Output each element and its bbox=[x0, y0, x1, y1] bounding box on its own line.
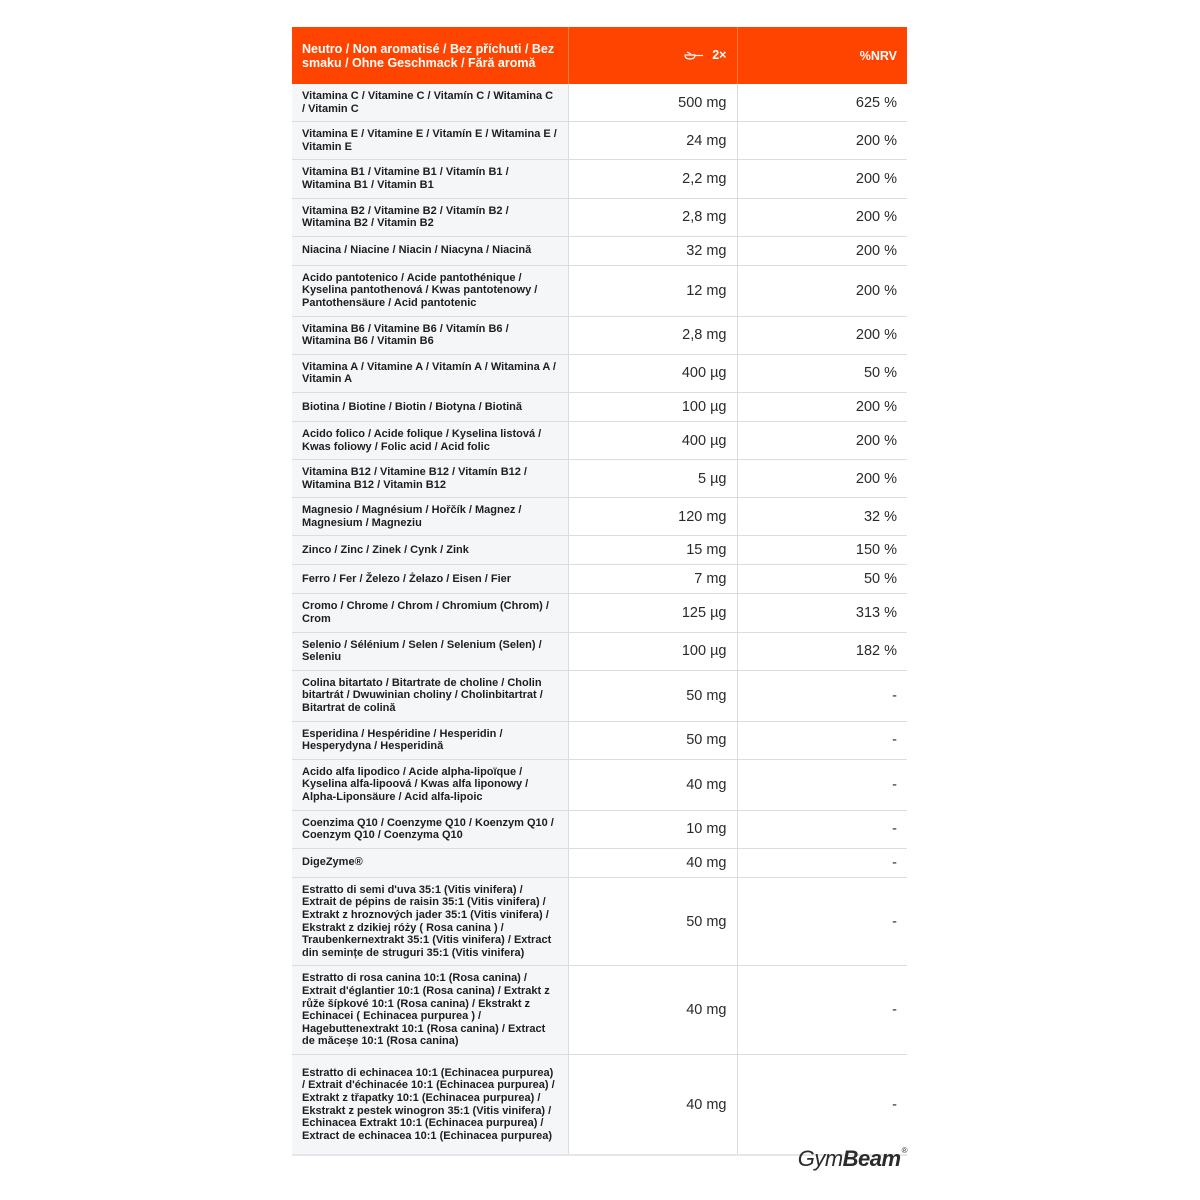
table-row bbox=[292, 670, 907, 721]
ingredient-name: Estratto di echinacea 10:1 (Echinacea purpurea) / Extrait d'échinacée 10:1 (Echinacea purpurea) / Extrakt z třapatky 10:1 (Echinacea purpurea) / Ekstrakt z pestek winogron 35:1 (Vitis vinifera) / Echinacea Extrakt 10:1 (Echinacea purpurea) / Extract de echinacea 10:1 (Echinacea purpurea) bbox=[292, 1054, 568, 1155]
ingredient-nrv: 182 % bbox=[737, 632, 907, 670]
ingredient-amount: 10 mg bbox=[568, 810, 737, 848]
table-row bbox=[292, 316, 907, 354]
table-row bbox=[292, 810, 907, 848]
ingredient-name: Magnesio / Magnésium / Hořčík / Magnez / Magnesium / Magneziu bbox=[292, 498, 568, 536]
ingredient-nrv: - bbox=[737, 810, 907, 848]
table-row bbox=[292, 198, 907, 236]
ingredient-name: Vitamina C / Vitamine C / Vitamín C / Witamina C / Vitamin C bbox=[292, 84, 568, 122]
table-row bbox=[292, 966, 907, 1055]
ingredient-amount: 40 mg bbox=[568, 848, 737, 877]
ingredient-nrv: - bbox=[737, 966, 907, 1055]
ingredient-amount: 2,8 mg bbox=[568, 198, 737, 236]
ingredient-name: Coenzima Q10 / Coenzyme Q10 / Koenzym Q10 / Coenzym Q10 / Coenzyma Q10 bbox=[292, 810, 568, 848]
ingredient-amount: 40 mg bbox=[568, 966, 737, 1055]
ingredient-nrv: - bbox=[737, 721, 907, 759]
ingredient-name: Estratto di semi d'uva 35:1 (Vitis vinifera) / Extrait de pépins de raisin 35:1 (Vitis vinifera) / Extrakt z hroznových jader 35:1 (Vitis vinifera) / Ekstrakt z dzikiej róży ( Rosa canina ) / Traubenkernextrakt 35:1 (Vitis vinifera) / Extract din semințe de struguri 35:1 (Vitis vinifera) bbox=[292, 877, 568, 966]
table-row bbox=[292, 536, 907, 565]
ingredient-amount: 32 mg bbox=[568, 236, 737, 265]
ingredient-nrv: 200 % bbox=[737, 316, 907, 354]
ingredient-name: DigeZyme® bbox=[292, 848, 568, 877]
nutrition-table bbox=[292, 27, 907, 1156]
table-row bbox=[292, 848, 907, 877]
ingredient-amount: 400 µg bbox=[568, 354, 737, 392]
ingredient-amount: 5 µg bbox=[568, 460, 737, 498]
ingredient-name: Selenio / Sélénium / Selen / Selenium (Selen) / Seleniu bbox=[292, 632, 568, 670]
gymbeam-logo: GymBeam® bbox=[797, 1146, 907, 1171]
ingredient-amount: 2,8 mg bbox=[568, 316, 737, 354]
ingredient-name: Estratto di rosa canina 10:1 (Rosa canina) / Extrait d'églantier 10:1 (Rosa canina) / Extrakt z růže šípkové 10:1 (Rosa canina) / Ekstrakt z Echinacei ( Echinacea purpurea ) / Hagebuttenextrakt 10:1 (Rosa canina) / Extract de măceșe 10:1 (Rosa canina) bbox=[292, 966, 568, 1055]
table-row bbox=[292, 594, 907, 632]
table-header-row bbox=[292, 27, 907, 84]
ingredient-nrv: 200 % bbox=[737, 421, 907, 459]
ingredient-name: Vitamina E / Vitamine E / Vitamín E / Witamina E / Vitamin E bbox=[292, 122, 568, 160]
ingredient-nrv: 200 % bbox=[737, 198, 907, 236]
ingredient-nrv: 200 % bbox=[737, 392, 907, 421]
ingredient-amount: 500 mg bbox=[568, 84, 737, 122]
nrv-column-header: %NRV bbox=[737, 27, 907, 84]
table-row bbox=[292, 565, 907, 594]
ingredient-nrv: - bbox=[737, 848, 907, 877]
table-row bbox=[292, 160, 907, 198]
ingredient-name: Niacina / Niacine / Niacin / Niacyna / Niacină bbox=[292, 236, 568, 265]
table-row bbox=[292, 632, 907, 670]
ingredient-nrv: 313 % bbox=[737, 594, 907, 632]
ingredient-nrv: 625 % bbox=[737, 84, 907, 122]
ingredient-name: Colina bitartato / Bitartrate de choline / Cholin bitartrát / Dwuwinian choliny / Cholinbitartrat / Bitartrat de colină bbox=[292, 670, 568, 721]
ingredient-amount: 50 mg bbox=[568, 877, 737, 966]
ingredient-amount: 120 mg bbox=[568, 498, 737, 536]
scoop-icon bbox=[684, 49, 704, 63]
table-row bbox=[292, 421, 907, 459]
serving-label: 2× bbox=[712, 48, 727, 63]
ingredient-nrv: 200 % bbox=[737, 160, 907, 198]
ingredient-name: Zinco / Zinc / Zinek / Cynk / Zink bbox=[292, 536, 568, 565]
table-row bbox=[292, 877, 907, 966]
table-row bbox=[292, 122, 907, 160]
table-row bbox=[292, 721, 907, 759]
ingredient-amount: 100 µg bbox=[568, 392, 737, 421]
ingredient-nrv: 150 % bbox=[737, 536, 907, 565]
ingredient-nrv: - bbox=[737, 670, 907, 721]
ingredient-amount: 15 mg bbox=[568, 536, 737, 565]
ingredient-name: Acido alfa lipodico / Acide alpha-lipoïque / Kyselina alfa-lipoová / Kwas alfa liponowy / Alpha-Liponsäure / Acid alfa-lipoic bbox=[292, 759, 568, 810]
ingredient-amount: 40 mg bbox=[568, 759, 737, 810]
ingredient-amount: 40 mg bbox=[568, 1054, 737, 1155]
ingredient-column-header: Neutro / Non aromatisé / Bez příchuti / Bez smaku / Ohne Geschmack / Fără aromă bbox=[292, 27, 568, 84]
table-body bbox=[292, 84, 907, 1155]
ingredient-amount: 50 mg bbox=[568, 721, 737, 759]
nutrition-table-container bbox=[292, 27, 907, 1156]
ingredient-name: Esperidina / Hespéridine / Hesperidin / Hesperydyna / Hesperidină bbox=[292, 721, 568, 759]
ingredient-name: Cromo / Chrome / Chrom / Chromium (Chrom) / Crom bbox=[292, 594, 568, 632]
table-row bbox=[292, 392, 907, 421]
ingredient-name: Vitamina B6 / Vitamine B6 / Vitamín B6 / Witamina B6 / Vitamin B6 bbox=[292, 316, 568, 354]
table-row bbox=[292, 1054, 907, 1155]
ingredient-nrv: 50 % bbox=[737, 565, 907, 594]
ingredient-nrv: - bbox=[737, 877, 907, 966]
ingredient-name: Biotina / Biotine / Biotin / Biotyna / Biotină bbox=[292, 392, 568, 421]
ingredient-nrv: - bbox=[737, 759, 907, 810]
ingredient-amount: 2,2 mg bbox=[568, 160, 737, 198]
ingredient-nrv: 200 % bbox=[737, 122, 907, 160]
ingredient-name: Acido folico / Acide folique / Kyselina listová / Kwas foliowy / Folic acid / Acid folic bbox=[292, 421, 568, 459]
table-row bbox=[292, 265, 907, 316]
ingredient-name: Ferro / Fer / Železo / Żelazo / Eisen / Fier bbox=[292, 565, 568, 594]
ingredient-amount: 125 µg bbox=[568, 594, 737, 632]
table-row bbox=[292, 354, 907, 392]
table-row bbox=[292, 498, 907, 536]
ingredient-amount: 12 mg bbox=[568, 265, 737, 316]
ingredient-name: Vitamina A / Vitamine A / Vitamín A / Witamina A / Vitamin A bbox=[292, 354, 568, 392]
table-row bbox=[292, 236, 907, 265]
ingredient-nrv: - bbox=[737, 1054, 907, 1155]
ingredient-name: Vitamina B1 / Vitamine B1 / Vitamín B1 / Witamina B1 / Vitamin B1 bbox=[292, 160, 568, 198]
serving-column-header bbox=[568, 27, 737, 84]
ingredient-amount: 50 mg bbox=[568, 670, 737, 721]
ingredient-name: Acido pantotenico / Acide pantothénique / Kyselina pantothenová / Kwas pantotenowy / Pantothensäure / Acid pantotenic bbox=[292, 265, 568, 316]
ingredient-name: Vitamina B2 / Vitamine B2 / Vitamín B2 / Witamina B2 / Vitamin B2 bbox=[292, 198, 568, 236]
ingredient-name: Vitamina B12 / Vitamine B12 / Vitamín B12 / Witamina B12 / Vitamin B12 bbox=[292, 460, 568, 498]
ingredient-nrv: 32 % bbox=[737, 498, 907, 536]
ingredient-nrv: 200 % bbox=[737, 265, 907, 316]
ingredient-amount: 24 mg bbox=[568, 122, 737, 160]
ingredient-nrv: 200 % bbox=[737, 236, 907, 265]
ingredient-amount: 400 µg bbox=[568, 421, 737, 459]
table-row bbox=[292, 759, 907, 810]
ingredient-nrv: 200 % bbox=[737, 460, 907, 498]
table-row bbox=[292, 460, 907, 498]
table-row bbox=[292, 84, 907, 122]
ingredient-nrv: 50 % bbox=[737, 354, 907, 392]
ingredient-amount: 100 µg bbox=[568, 632, 737, 670]
ingredient-amount: 7 mg bbox=[568, 565, 737, 594]
